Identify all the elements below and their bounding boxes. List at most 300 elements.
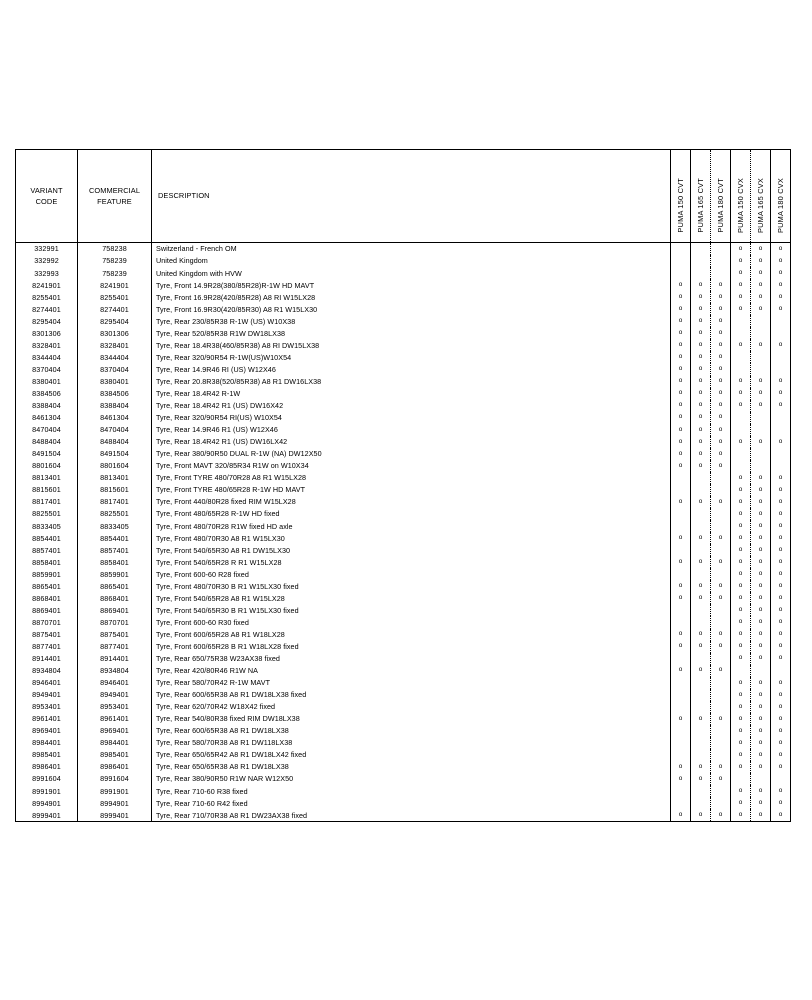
cell-model-mark-checked: [751, 737, 771, 749]
cell-description: Tyre, Front 14.9R28(380/85R28)R-1W HD MAVT: [152, 279, 671, 291]
cell-description: Switzerland - French OM: [152, 243, 671, 256]
cell-model-mark-checked: [731, 376, 751, 388]
cell-model-mark-empty: [751, 773, 771, 785]
cell-description: Tyre, Rear 710-60 R38 fixed: [152, 785, 671, 797]
cell-model-mark-checked: [731, 508, 751, 520]
cell-model-mark-checked: [691, 556, 711, 568]
availability-mark-icon: o: [718, 413, 723, 421]
cell-description: Tyre, Front 480/70R28 R1W fixed HD axle: [152, 520, 671, 532]
cell-model-mark-empty: [731, 363, 751, 375]
cell-model-mark-empty: [671, 255, 691, 267]
cell-description: Tyre, Front 540/65R30 A8 R1 DW15LX30: [152, 544, 671, 556]
cell-model-mark-checked: [711, 773, 731, 785]
availability-mark-icon: o: [698, 714, 703, 722]
header-model-label: PUMA 150 CVX: [736, 178, 745, 233]
cell-model-mark-checked: [691, 773, 711, 785]
availability-mark-icon: o: [758, 714, 763, 722]
availability-mark-icon: o: [758, 582, 763, 590]
cell-commercial-feature: 8344404: [78, 351, 152, 363]
header-commercial-feature-line1: COMMERCIAL: [88, 185, 141, 195]
cell-model-mark-checked: [751, 436, 771, 448]
cell-model-mark-checked: [751, 809, 771, 822]
cell-commercial-feature: 8301306: [78, 327, 152, 339]
cell-model-mark-empty: [691, 749, 711, 761]
cell-model-mark-empty: [711, 785, 731, 797]
cell-model-mark-checked: [711, 809, 731, 822]
table-row: [16, 592, 791, 604]
table-row: [16, 556, 791, 568]
cell-model-mark-checked: [671, 448, 691, 460]
availability-mark-icon: o: [738, 437, 743, 445]
cell-model-mark-empty: [751, 460, 771, 472]
cell-model-mark-empty: [771, 363, 791, 375]
availability-mark-icon: o: [678, 280, 683, 288]
header-description-label: DESCRIPTION: [158, 191, 210, 201]
availability-mark-icon: o: [678, 425, 683, 433]
availability-mark-icon: o: [678, 774, 683, 782]
table-row: [16, 773, 791, 785]
cell-commercial-feature: 8491504: [78, 448, 152, 460]
availability-mark-icon: o: [758, 341, 763, 349]
cell-model-mark-checked: [751, 532, 771, 544]
cell-commercial-feature: 8801604: [78, 460, 152, 472]
cell-model-mark-empty: [691, 725, 711, 737]
cell-model-mark-empty: [771, 460, 791, 472]
cell-model-mark-checked: [711, 556, 731, 568]
availability-mark-icon: o: [698, 401, 703, 409]
cell-model-mark-checked: [711, 713, 731, 725]
availability-mark-icon: o: [778, 618, 783, 626]
cell-model-mark-checked: [751, 797, 771, 809]
cell-description: Tyre, Rear 600/65R38 A8 R1 DW18LX38 fixed: [152, 689, 671, 701]
table-row: [16, 665, 791, 677]
availability-mark-icon: o: [778, 582, 783, 590]
cell-model-mark-checked: [751, 701, 771, 713]
cell-model-mark-checked: [771, 279, 791, 291]
header-model-puma-180-cvt: [711, 150, 731, 243]
availability-mark-icon: o: [758, 533, 763, 541]
header-model-puma-180-cvx: [771, 150, 791, 243]
table-row: [16, 653, 791, 665]
cell-model-mark-checked: [751, 580, 771, 592]
cell-description: Tyre, Rear 580/70R42 R-1W MAVT: [152, 677, 671, 689]
cell-variant-code: 8865401: [16, 580, 78, 592]
cell-model-mark-checked: [671, 496, 691, 508]
cell-model-mark-empty: [711, 701, 731, 713]
table-row: [16, 689, 791, 701]
cell-commercial-feature: 8858401: [78, 556, 152, 568]
availability-mark-icon: o: [718, 714, 723, 722]
availability-mark-icon: o: [718, 293, 723, 300]
availability-mark-icon: o: [738, 594, 743, 602]
cell-commercial-feature: 8295404: [78, 315, 152, 327]
table-row: [16, 424, 791, 436]
table-row: [16, 544, 791, 556]
cell-model-mark-checked: [731, 785, 751, 797]
cell-model-mark-checked: [751, 243, 771, 256]
cell-model-mark-checked: [711, 448, 731, 460]
cell-model-mark-checked: [731, 400, 751, 412]
cell-variant-code: 8470404: [16, 424, 78, 436]
availability-mark-icon: o: [738, 509, 743, 517]
cell-commercial-feature: 8877401: [78, 641, 152, 653]
cell-variant-code: 8488404: [16, 436, 78, 448]
cell-model-mark-checked: [751, 568, 771, 580]
cell-model-mark-empty: [711, 472, 731, 484]
table-row: [16, 677, 791, 689]
cell-model-mark-checked: [731, 496, 751, 508]
cell-model-mark-checked: [691, 400, 711, 412]
cell-model-mark-checked: [751, 339, 771, 351]
cell-commercial-feature: 758239: [78, 267, 152, 279]
cell-variant-code: 8999401: [16, 809, 78, 822]
availability-mark-icon: o: [698, 425, 703, 433]
availability-mark-icon: o: [778, 750, 783, 758]
table-row: [16, 508, 791, 520]
cell-model-mark-checked: [751, 713, 771, 725]
cell-model-mark-checked: [771, 604, 791, 616]
cell-model-mark-empty: [731, 773, 751, 785]
cell-model-mark-checked: [771, 725, 791, 737]
cell-variant-code: 8301306: [16, 327, 78, 339]
table-row: [16, 388, 791, 400]
availability-mark-icon: o: [718, 762, 723, 770]
cell-description: Tyre, Rear 14.9R46 RI (US) W12X46: [152, 363, 671, 375]
cell-model-mark-checked: [691, 641, 711, 653]
availability-mark-icon: o: [698, 642, 703, 650]
cell-model-mark-checked: [751, 689, 771, 701]
availability-mark-icon: o: [698, 280, 703, 288]
cell-description: Tyre, Rear 650/65R38 A8 R1 DW18LX38: [152, 761, 671, 773]
cell-commercial-feature: 8869401: [78, 604, 152, 616]
cell-model-mark-checked: [731, 339, 751, 351]
cell-model-mark-checked: [731, 556, 751, 568]
cell-variant-code: 8344404: [16, 351, 78, 363]
cell-variant-code: 8991604: [16, 773, 78, 785]
availability-mark-icon: o: [758, 618, 763, 626]
cell-model-mark-empty: [751, 351, 771, 363]
availability-mark-icon: o: [698, 437, 703, 445]
cell-variant-code: 332992: [16, 255, 78, 267]
availability-mark-icon: o: [778, 570, 783, 578]
availability-mark-icon: o: [678, 401, 683, 409]
cell-model-mark-empty: [671, 677, 691, 689]
cell-model-mark-checked: [671, 556, 691, 568]
availability-mark-icon: o: [678, 582, 683, 590]
header-model-puma-165-cvx: [751, 150, 771, 243]
cell-model-mark-checked: [751, 255, 771, 267]
availability-mark-icon: o: [718, 630, 723, 638]
header-model-puma-150-cvx: [731, 150, 751, 243]
cell-model-mark-empty: [771, 351, 791, 363]
cell-commercial-feature: 8488404: [78, 436, 152, 448]
cell-commercial-feature: 8984401: [78, 737, 152, 749]
cell-variant-code: 8813401: [16, 472, 78, 484]
table-row: [16, 604, 791, 616]
availability-mark-icon: o: [738, 280, 743, 288]
cell-model-mark-checked: [711, 532, 731, 544]
cell-description: Tyre, Front 600/65R28 A8 R1 W18LX28: [152, 629, 671, 641]
availability-mark-icon: o: [678, 449, 683, 457]
availability-mark-icon: o: [758, 268, 763, 276]
cell-commercial-feature: 8946401: [78, 677, 152, 689]
availability-mark-icon: o: [698, 377, 703, 385]
cell-model-mark-empty: [731, 315, 751, 327]
table-row: [16, 641, 791, 653]
cell-model-mark-checked: [771, 243, 791, 256]
availability-mark-icon: o: [778, 473, 783, 481]
availability-mark-icon: o: [758, 570, 763, 578]
cell-model-mark-checked: [771, 532, 791, 544]
availability-mark-icon: o: [678, 413, 683, 421]
availability-mark-icon: o: [738, 678, 743, 686]
cell-variant-code: 8815601: [16, 484, 78, 496]
availability-mark-icon: o: [738, 377, 743, 385]
availability-mark-icon: o: [738, 786, 743, 794]
cell-model-mark-empty: [711, 725, 731, 737]
availability-mark-icon: o: [738, 630, 743, 638]
cell-model-mark-empty: [671, 737, 691, 749]
availability-mark-icon: o: [718, 811, 723, 819]
availability-mark-icon: o: [758, 256, 763, 264]
cell-commercial-feature: 8859901: [78, 568, 152, 580]
cell-model-mark-empty: [671, 604, 691, 616]
availability-mark-icon: o: [698, 774, 703, 782]
cell-model-mark-checked: [771, 809, 791, 822]
cell-variant-code: 8949401: [16, 689, 78, 701]
availability-mark-icon: o: [778, 268, 783, 276]
cell-model-mark-empty: [671, 243, 691, 256]
cell-model-mark-checked: [691, 339, 711, 351]
cell-model-mark-checked: [731, 532, 751, 544]
cell-model-mark-empty: [691, 689, 711, 701]
cell-model-mark-checked: [771, 303, 791, 315]
cell-model-mark-checked: [751, 604, 771, 616]
table-row: [16, 713, 791, 725]
cell-model-mark-checked: [671, 460, 691, 472]
availability-mark-icon: o: [678, 533, 683, 541]
availability-mark-icon: o: [738, 293, 743, 300]
cell-variant-code: 8859901: [16, 568, 78, 580]
cell-model-mark-checked: [711, 412, 731, 424]
cell-model-mark-checked: [771, 568, 791, 580]
cell-model-mark-empty: [691, 653, 711, 665]
cell-model-mark-checked: [751, 592, 771, 604]
cell-model-mark-empty: [691, 616, 711, 628]
cell-variant-code: 8986401: [16, 761, 78, 773]
cell-model-mark-empty: [671, 568, 691, 580]
cell-model-mark-empty: [691, 255, 711, 267]
cell-model-mark-empty: [731, 448, 751, 460]
availability-mark-icon: o: [678, 666, 683, 674]
availability-mark-icon: o: [738, 545, 743, 553]
cell-model-mark-empty: [771, 773, 791, 785]
cell-commercial-feature: 8868401: [78, 592, 152, 604]
availability-mark-icon: o: [778, 389, 783, 397]
cell-model-mark-empty: [711, 243, 731, 256]
availability-mark-icon: o: [718, 377, 723, 385]
availability-mark-icon: o: [778, 798, 783, 806]
cell-model-mark-checked: [731, 592, 751, 604]
cell-model-mark-checked: [771, 496, 791, 508]
cell-model-mark-empty: [751, 448, 771, 460]
cell-model-mark-empty: [771, 665, 791, 677]
cell-model-mark-empty: [691, 604, 711, 616]
cell-model-mark-checked: [711, 400, 731, 412]
cell-description: Tyre, Rear 320/90R54 R-1W(US)W10X54: [152, 351, 671, 363]
cell-variant-code: 8825501: [16, 508, 78, 520]
cell-variant-code: 8295404: [16, 315, 78, 327]
availability-mark-icon: o: [678, 317, 683, 325]
cell-description: Tyre, Rear 710/70R38 A8 R1 DW23AX38 fixed: [152, 809, 671, 822]
availability-mark-icon: o: [758, 244, 763, 252]
cell-model-mark-empty: [751, 665, 771, 677]
table-row: [16, 725, 791, 737]
cell-description: Tyre, Rear 520/85R38 R1W DW18LX38: [152, 327, 671, 339]
cell-description: Tyre, Rear 18.4R38(460/85R38) A8 RI DW15LX38: [152, 339, 671, 351]
cell-model-mark-checked: [771, 520, 791, 532]
table-row: [16, 532, 791, 544]
cell-model-mark-empty: [711, 604, 731, 616]
availability-mark-icon: o: [718, 401, 723, 409]
cell-model-mark-checked: [771, 508, 791, 520]
cell-model-mark-empty: [711, 689, 731, 701]
cell-model-mark-empty: [711, 484, 731, 496]
cell-model-mark-empty: [671, 701, 691, 713]
cell-model-mark-checked: [671, 339, 691, 351]
cell-description: Tyre, Front 540/65R30 B R1 W15LX30 fixed: [152, 604, 671, 616]
cell-model-mark-checked: [691, 412, 711, 424]
availability-mark-icon: o: [738, 762, 743, 770]
table-row: [16, 496, 791, 508]
availability-mark-icon: o: [758, 798, 763, 806]
cell-model-mark-checked: [751, 472, 771, 484]
cell-model-mark-checked: [671, 327, 691, 339]
cell-variant-code: 8858401: [16, 556, 78, 568]
availability-mark-icon: o: [738, 798, 743, 806]
cell-model-mark-checked: [751, 484, 771, 496]
cell-model-mark-checked: [731, 761, 751, 773]
cell-commercial-feature: 8825501: [78, 508, 152, 520]
availability-mark-icon: o: [778, 738, 783, 746]
cell-model-mark-checked: [751, 653, 771, 665]
availability-mark-icon: o: [718, 594, 723, 602]
availability-mark-icon: o: [778, 786, 783, 794]
cell-description: Tyre, Rear 320/90R54 RI(US) W10X54: [152, 412, 671, 424]
cell-model-mark-checked: [771, 339, 791, 351]
cell-model-mark-checked: [691, 315, 711, 327]
cell-model-mark-checked: [711, 629, 731, 641]
availability-mark-icon: o: [678, 630, 683, 638]
availability-mark-icon: o: [698, 558, 703, 566]
cell-commercial-feature: 8969401: [78, 725, 152, 737]
cell-model-mark-checked: [751, 291, 771, 303]
cell-model-mark-empty: [711, 508, 731, 520]
cell-description: Tyre, Front 540/65R28 R R1 W15LX28: [152, 556, 671, 568]
cell-description: Tyre, Rear 18.4R42 R1 (US) DW16X42: [152, 400, 671, 412]
cell-commercial-feature: 8934804: [78, 665, 152, 677]
cell-model-mark-checked: [691, 363, 711, 375]
availability-mark-icon: o: [758, 558, 763, 566]
cell-model-mark-empty: [671, 484, 691, 496]
availability-mark-icon: o: [778, 654, 783, 662]
cell-description: Tyre, Front TYRE 480/65R28 R-1W HD MAVT: [152, 484, 671, 496]
availability-mark-icon: o: [698, 389, 703, 397]
availability-mark-icon: o: [678, 762, 683, 770]
cell-model-mark-checked: [771, 544, 791, 556]
cell-model-mark-checked: [771, 400, 791, 412]
cell-model-mark-checked: [751, 761, 771, 773]
availability-mark-icon: o: [718, 425, 723, 433]
header-variant-code-line2: CODE: [35, 197, 58, 206]
cell-model-mark-checked: [771, 472, 791, 484]
table-row: [16, 351, 791, 363]
availability-mark-icon: o: [758, 642, 763, 650]
cell-model-mark-checked: [711, 436, 731, 448]
cell-description: Tyre, Front 480/70R30 A8 R1 W15LX30: [152, 532, 671, 544]
availability-mark-icon: o: [698, 630, 703, 638]
cell-model-mark-empty: [691, 785, 711, 797]
availability-mark-icon: o: [698, 811, 703, 819]
availability-mark-icon: o: [678, 329, 683, 337]
cell-model-mark-empty: [671, 508, 691, 520]
cell-model-mark-checked: [691, 448, 711, 460]
availability-mark-icon: o: [758, 280, 763, 288]
cell-description: Tyre, Rear 20.8R38(520/85R38) A8 R1 DW16LX38: [152, 376, 671, 388]
cell-model-mark-checked: [671, 351, 691, 363]
cell-commercial-feature: 8986401: [78, 761, 152, 773]
cell-model-mark-checked: [691, 496, 711, 508]
cell-model-mark-empty: [671, 653, 691, 665]
cell-model-mark-checked: [711, 665, 731, 677]
availability-mark-icon: o: [718, 341, 723, 349]
cell-model-mark-checked: [751, 677, 771, 689]
availability-mark-icon: o: [738, 606, 743, 614]
availability-mark-icon: o: [758, 377, 763, 385]
cell-variant-code: 8274401: [16, 303, 78, 315]
availability-mark-icon: o: [778, 521, 783, 529]
availability-mark-icon: o: [738, 268, 743, 276]
cell-model-mark-checked: [691, 376, 711, 388]
cell-model-mark-empty: [691, 677, 711, 689]
cell-model-mark-empty: [751, 315, 771, 327]
cell-model-mark-checked: [711, 592, 731, 604]
table-row: [16, 376, 791, 388]
table-row: [16, 568, 791, 580]
cell-model-mark-checked: [711, 303, 731, 315]
cell-model-mark-empty: [671, 749, 691, 761]
cell-model-mark-checked: [771, 388, 791, 400]
cell-variant-code: 8833405: [16, 520, 78, 532]
cell-model-mark-checked: [771, 291, 791, 303]
cell-variant-code: 8370404: [16, 363, 78, 375]
cell-variant-code: 8934804: [16, 665, 78, 677]
cell-model-mark-checked: [731, 255, 751, 267]
cell-model-mark-empty: [691, 484, 711, 496]
availability-mark-icon: o: [698, 341, 703, 349]
availability-mark-icon: o: [758, 305, 763, 313]
cell-model-mark-checked: [751, 785, 771, 797]
cell-model-mark-empty: [771, 424, 791, 436]
cell-commercial-feature: 8953401: [78, 701, 152, 713]
availability-mark-icon: o: [678, 365, 683, 373]
availability-mark-icon: o: [698, 582, 703, 590]
cell-model-mark-empty: [711, 520, 731, 532]
availability-mark-icon: o: [718, 449, 723, 457]
cell-model-mark-empty: [731, 424, 751, 436]
cell-model-mark-checked: [691, 303, 711, 315]
table-row: [16, 701, 791, 713]
